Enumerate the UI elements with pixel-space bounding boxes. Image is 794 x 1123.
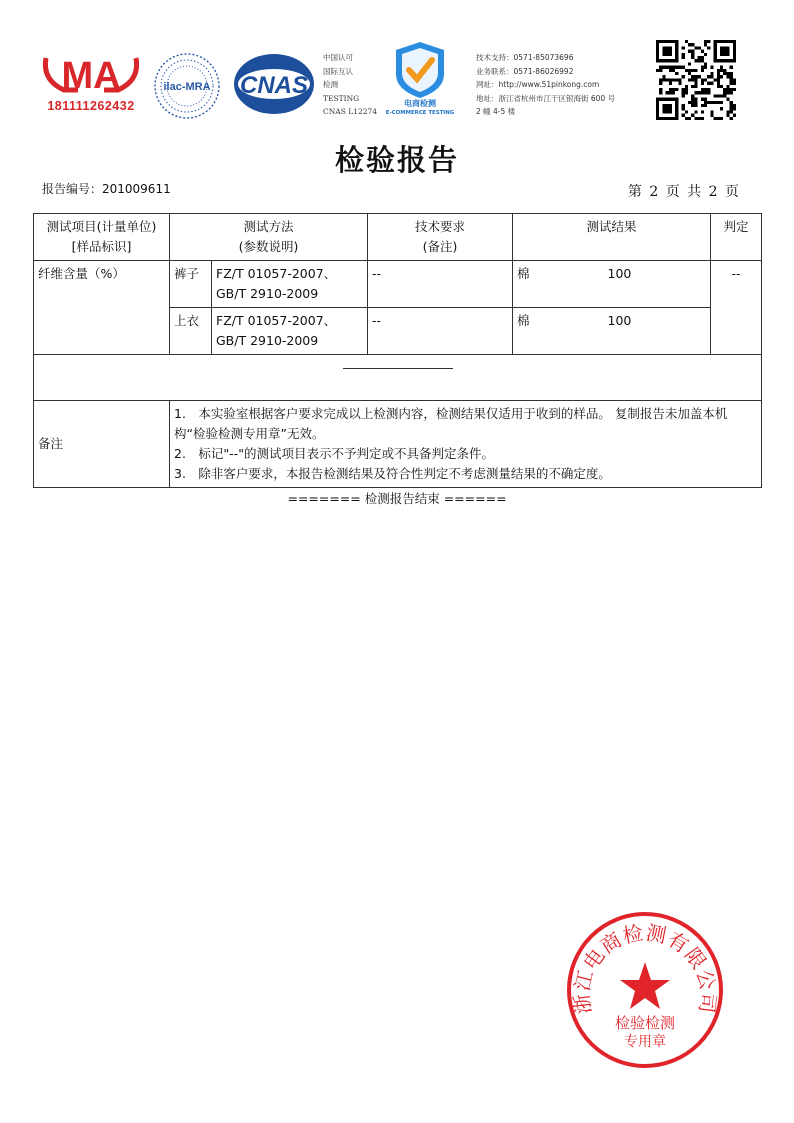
separator-cell — [34, 355, 762, 401]
sample-label: 裤子 — [170, 261, 212, 308]
svg-text:检验检测: 检验检测 — [614, 1014, 676, 1032]
cma-logo — [38, 50, 144, 114]
official-seal — [565, 910, 725, 1070]
fiber-value: 100 — [607, 266, 632, 281]
notes-label: 备注 — [34, 401, 170, 488]
fiber-name: 棉 — [517, 266, 530, 281]
header-requirement: 技术要求 (备注) — [368, 214, 513, 261]
separator-line — [343, 368, 453, 369]
result-cell — [513, 261, 711, 308]
svg-text:181111262432: 181111262432 — [47, 99, 135, 113]
svg-text:电商检测: 电商检测 — [404, 99, 436, 108]
qr-code — [656, 40, 736, 120]
ilac-mra-logo — [153, 52, 221, 120]
ecommerce-testing-logo — [384, 40, 456, 116]
note-item: 2. 标记"--"的测试项目表示不予判定或不具备判定条件。 — [174, 446, 494, 461]
results-table — [33, 213, 762, 488]
page-info: 第 2 页 共 2 页 — [627, 184, 739, 200]
header-result: 测试结果 — [513, 214, 711, 261]
fiber-name: 棉 — [517, 313, 530, 328]
contact-info: 技术支持：0571-85073696 业务联系：0571-86026992 网址：http://www.51pinkong.com 地址：浙江省杭州市江干区银海街 600 号 2 幢 4-5 楼 — [476, 53, 616, 117]
recognition-text: 中国认可 国际互认 检测 TESTING CNAS L12274 — [323, 53, 378, 117]
requirement-cell: -- — [368, 308, 513, 355]
report-end-line: ======= 检测报告结束 ====== — [287, 491, 507, 506]
method-cell: FZ/T 01057-2007、GB/T 2910-2009 — [212, 261, 368, 308]
note-item: 1. 本实验室根据客户要求完成以上检测内容，检测结果仅适用于收到的样品。 复制报告未加盖本机构“检验检测专用章”无效。 — [174, 406, 728, 441]
header-test-method: 测试方法 (参数说明) — [170, 214, 368, 261]
svg-text:MA: MA — [61, 55, 121, 97]
report-title: 检验报告 — [334, 143, 459, 177]
svg-text:CNAS: CNAS — [239, 72, 309, 99]
svg-text:浙江电商检测有限公司: 浙江电商检测有限公司 — [569, 920, 721, 1016]
svg-text:E-COMMERCE TESTING: E-COMMERCE TESTING — [385, 110, 455, 116]
method-cell: FZ/T 01057-2007、GB/T 2910-2009 — [212, 308, 368, 355]
sample-label: 上衣 — [170, 308, 212, 355]
requirement-cell: -- — [368, 261, 513, 308]
header-judgement: 判定 — [711, 214, 762, 261]
note-item: 3. 除非客户要求，本报告检测结果及符合性判定不考虑测量结果的不确定度。 — [174, 466, 611, 481]
cnas-logo — [231, 52, 317, 116]
fiber-value: 100 — [607, 313, 632, 328]
svg-text:ilac-MRA: ilac-MRA — [163, 81, 211, 93]
header-test-item: 测试项目(计量单位) [样品标识] — [34, 214, 170, 261]
table-row — [34, 261, 762, 308]
report-number: 报告编号：201009611 — [42, 182, 171, 196]
separator-row — [34, 355, 762, 401]
item-name: 纤维含量（%） — [34, 261, 170, 355]
notes-row — [34, 401, 762, 488]
judgement-cell: -- — [711, 261, 762, 355]
notes-cell — [170, 401, 762, 488]
result-cell — [513, 308, 711, 355]
svg-text:专用章: 专用章 — [624, 1034, 666, 1050]
table-header-row — [34, 214, 762, 261]
